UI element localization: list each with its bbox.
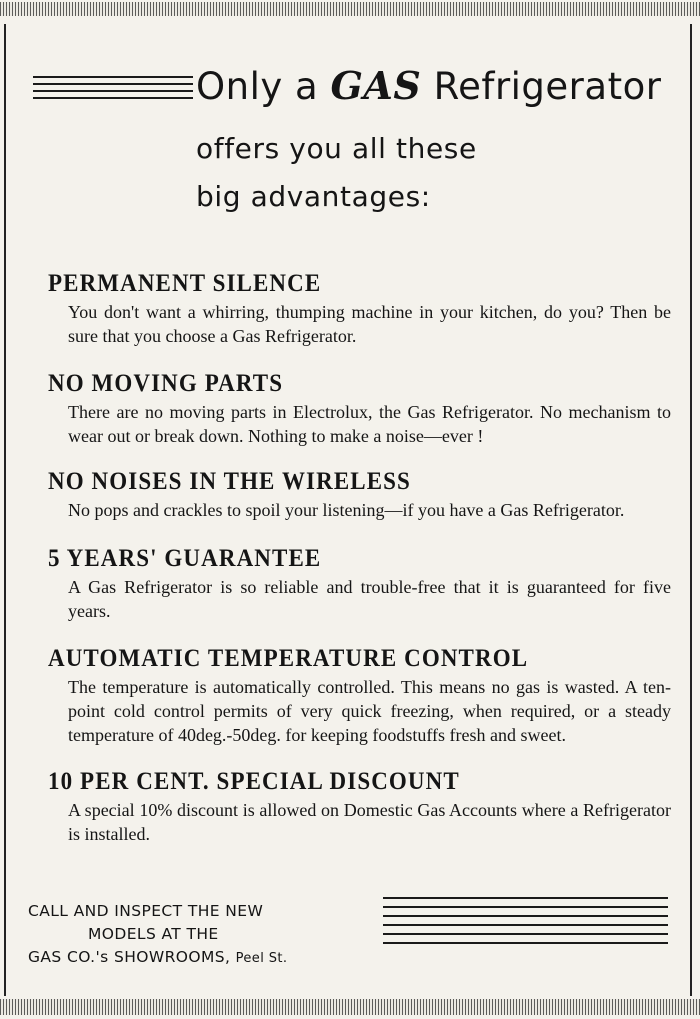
section-five-years-guarantee (48, 545, 678, 623)
top-print-band (0, 2, 700, 16)
section-heading: 5 YEARS' GUARANTEE (48, 545, 322, 572)
footer-call-to-action (28, 900, 358, 970)
headline-gas-emphasis: GAS (330, 63, 422, 108)
subheadline-line2: big advantages: (196, 180, 431, 213)
section-no-noises-wireless (48, 468, 678, 522)
section-heading: AUTOMATIC TEMPERATURE CONTROL (48, 645, 529, 672)
footer-street: Peel St. (235, 951, 288, 966)
footer-line3 (28, 946, 358, 970)
section-body: There are no moving parts in Electrolux, the Gas Refrigerator. No mechanism to wear out or break down. Nothing to make a noise—ever ! (68, 402, 671, 446)
section-heading: NO MOVING PARTS (48, 370, 284, 397)
footer-line1: CALL AND INSPECT THE NEW (28, 902, 264, 920)
section-automatic-temperature-control (48, 645, 678, 747)
headline-part1: Only a (196, 65, 331, 108)
section-heading: PERMANENT SILENCE (48, 270, 322, 297)
left-border-rule (4, 24, 6, 996)
bottom-print-band (0, 999, 700, 1015)
section-permanent-silence (48, 270, 678, 348)
section-heading: NO NOISES IN THE WIRELESS (48, 468, 411, 495)
right-border-rule (690, 24, 692, 996)
section-body: A special 10% discount is allowed on Domestic Gas Accounts where a Refrigerator is installed. (68, 800, 671, 844)
section-heading: 10 PER CENT. SPECIAL DISCOUNT (48, 768, 460, 795)
headline-rules (33, 76, 193, 104)
footer-line2: MODELS AT THE (88, 925, 219, 943)
section-no-moving-parts (48, 370, 678, 448)
section-special-discount (48, 768, 678, 846)
section-body: The temperature is automatically controlled. This means no gas is wasted. A ten-point cold control permits of very quick freezing, when required, or a steady temperature of 40deg.-50deg. for keeping foodstuffs fresh and sweet. (68, 677, 671, 745)
subheadline-line1: offers you all these (196, 132, 477, 165)
footer-showrooms: GAS CO.'s SHOWROOMS, (28, 948, 236, 966)
headline (196, 64, 686, 109)
section-body: A Gas Refrigerator is so reliable and trouble-free that it is guaranteed for five years. (68, 577, 671, 621)
headline-part2: Refrigerator (421, 65, 662, 108)
section-body: No pops and crackles to spoil your listening—if you have a Gas Refrigerator. (68, 500, 625, 520)
footer-rules (383, 897, 668, 951)
section-body: You don't want a whirring, thumping machine in your kitchen, do you? Then be sure that you choose a Gas Refrigerator. (68, 302, 671, 346)
